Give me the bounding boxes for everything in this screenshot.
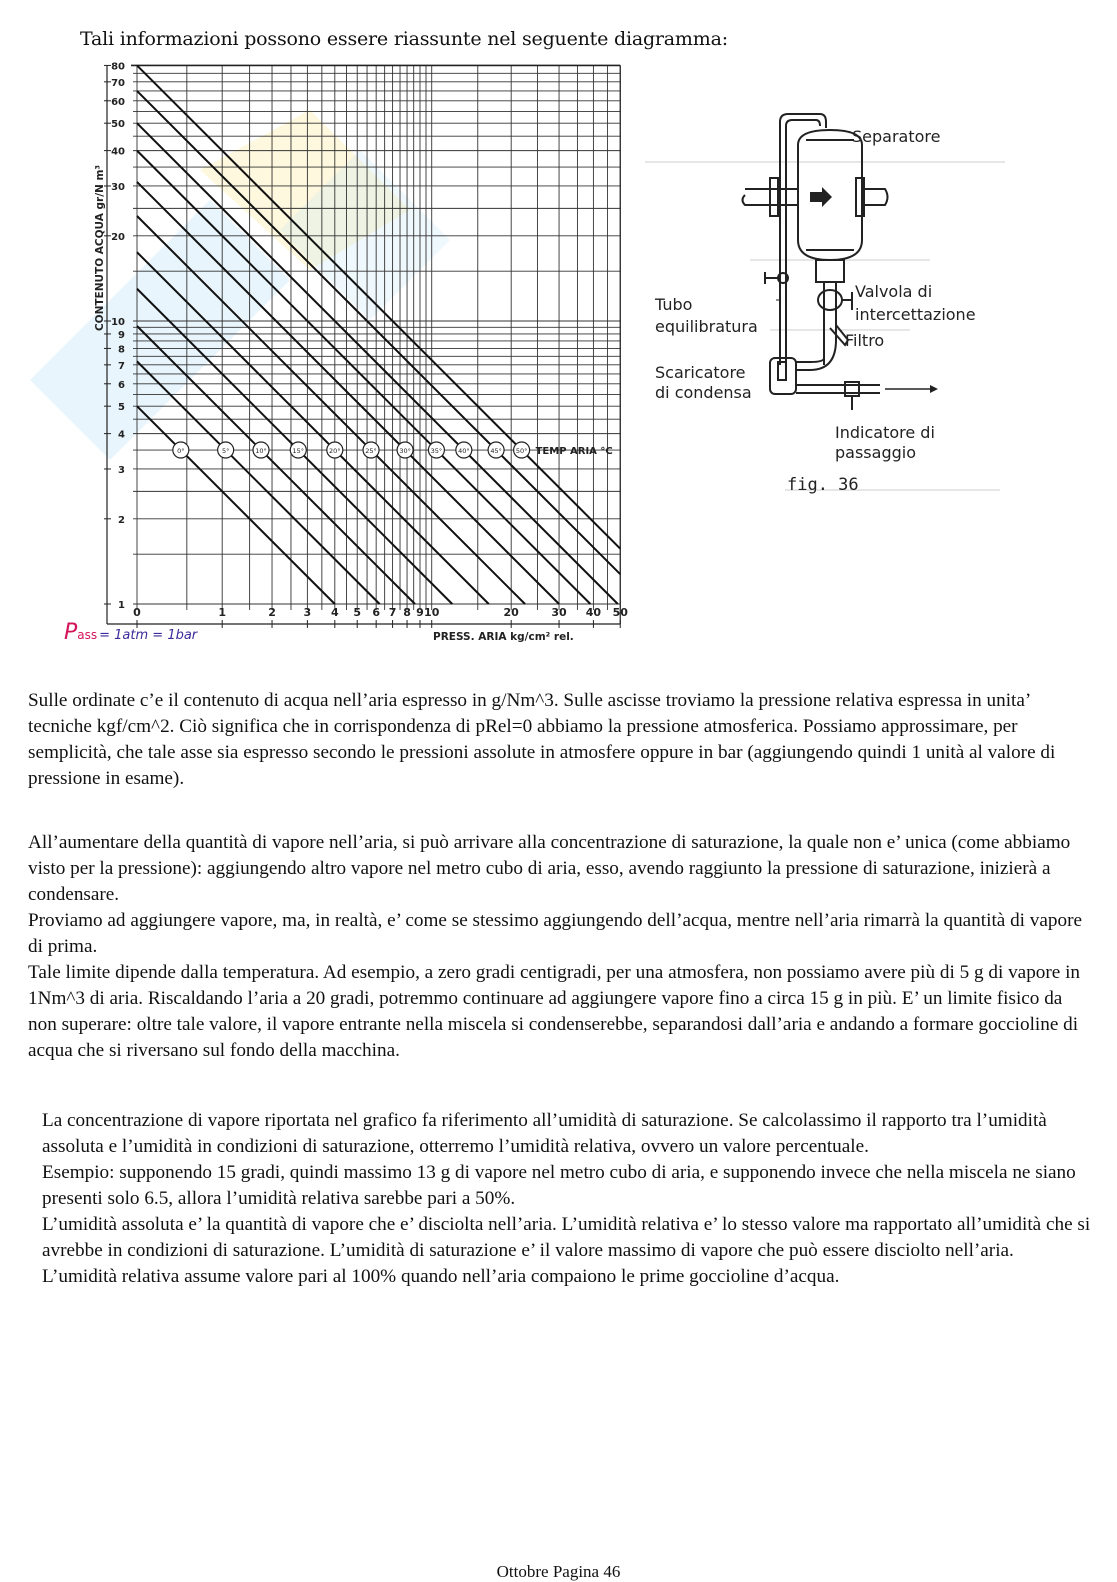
water-content-chart xyxy=(55,48,645,658)
figure-caption: fig. 36 xyxy=(787,475,859,495)
temp-marker-label: 45° xyxy=(490,447,502,456)
y-tick-label: 80 xyxy=(111,61,125,73)
x-tick-label: 4 xyxy=(330,606,339,619)
page-footer: Ottobre Pagina 46 xyxy=(496,1562,621,1581)
series-line-40c xyxy=(137,123,618,604)
x-tick-label: 30 xyxy=(551,606,567,619)
note-subscript: ass xyxy=(77,628,98,642)
label-tubo-2: equilibratura xyxy=(655,317,758,336)
note-equation: = 1atm = 1bar xyxy=(99,628,198,643)
separator-figure xyxy=(640,100,1010,500)
y-tick-label: 3 xyxy=(118,464,125,476)
series-line-5c xyxy=(137,361,380,604)
intro-text: Tali informazioni possono essere riassunte nel seguente diagramma: xyxy=(80,28,728,50)
paragraph-saturation xyxy=(28,830,1088,1064)
x-tick-label: 10 xyxy=(424,606,440,619)
paragraph-line: L’umidità assoluta e’ la quantità di vapore che e’ disciolta nell’aria. L’umidità relativa e’ lo stesso valore ma rapportato all’umidità che si avrebbe in condizioni di saturazione. L’umidità di saturazione e’ il valore massimo di vapore che può essere disciolto nell’aria. xyxy=(42,1214,1091,1261)
label-valvola-1: Valvola di xyxy=(855,282,933,301)
temp-marker-label: 5° xyxy=(221,447,230,456)
x-tick-label: 2 xyxy=(268,606,276,619)
series-line-10c xyxy=(137,326,415,604)
y-tick-label: 5 xyxy=(118,402,125,414)
paragraph-line: L’umidità relativa assume valore pari al 100% quando nell’aria compaiono le prime goccioline d’acqua. xyxy=(42,1266,840,1287)
label-scaricatore-1: Scaricatore xyxy=(655,363,746,382)
y-tick-label: 50 xyxy=(111,119,125,131)
x-tick-label: 8 xyxy=(403,606,411,619)
x-tick-label: 1 xyxy=(218,606,227,619)
separator-diagram xyxy=(640,100,1010,500)
x-tick-label: 0 xyxy=(133,606,141,619)
label-valvola-2: intercettazione xyxy=(855,305,976,324)
y-tick-label: 4 xyxy=(118,429,125,441)
y-tick-label: 9 xyxy=(118,329,125,341)
series-line-25c xyxy=(137,216,525,604)
note-symbol: P xyxy=(64,620,78,645)
x-tick-label: 6 xyxy=(372,606,380,619)
temp-marker-label: 50° xyxy=(515,447,528,456)
x-tick-label: 9 xyxy=(416,606,424,619)
y-tick-label: 70 xyxy=(111,77,125,89)
y-tick-label: 6 xyxy=(118,379,125,391)
x-tick-label: 3 xyxy=(303,606,312,619)
y-tick-label: 7 xyxy=(118,360,125,372)
y-tick-label: 1 xyxy=(118,600,125,611)
paragraph-humidity xyxy=(42,1108,1092,1290)
series-line-45c xyxy=(137,91,620,574)
series-line-50c xyxy=(137,65,620,548)
x-tick-label: 7 xyxy=(388,606,397,619)
paragraph-line: Sulle ordinate c’e il contenuto di acqua nell’aria espresso in g/Nm^3. Sulle ascisse troviamo la pressione relativa espressa in unita’ tecniche kgf/cm^2. Ciò significa che in corrispondenza di pRel=0 abbiamo la pressione atmosferica. Possiamo approssimare, per semplicità, che tale asse sia espresso secondo le pressioni assolute in atmosfere oppure in bar (aggiungendo quindi 1 unità al valore di pressione in esame). xyxy=(28,690,1056,789)
legend-title: TEMP ARIA °C xyxy=(535,446,613,458)
x-tick-label: 50 xyxy=(612,606,628,619)
chart-svg xyxy=(55,48,645,658)
y-tick-label: 2 xyxy=(118,514,125,526)
paragraph-line: Tale limite dipende dalla temperatura. Ad esempio, a zero gradi centigradi, per una atmosfera, non possiamo avere più di 5 g di vapore in 1Nm^3 di aria. Riscaldando l’aria a 20 gradi, potremmo continuare ad aggiungere vapore fino a circa 15 g in più. E’ un limite fisico da non superare: oltre tale valore, il vapore entrante nella miscela si condenserebbe, separandosi dall’aria e andando a formare goccioline di acqua che si riversano sul fondo della macchina. xyxy=(28,962,1081,1061)
series-line-35c xyxy=(137,151,590,604)
temp-marker-label: 30° xyxy=(399,447,411,456)
series-line-30c xyxy=(137,182,559,604)
x-tick-label: 20 xyxy=(503,606,519,619)
y-tick-label: 60 xyxy=(111,96,125,108)
paragraph-line: La concentrazione di vapore riportata nel grafico fa riferimento all’umidità di saturazione. Se calcolassimo il rapporto tra l’umidità assoluta e l’umidità in condizioni di saturazione, otterremo l’umidità relativa, ovvero un valore percentuale. xyxy=(42,1110,1047,1157)
x-axis-title: PRESS. ARIA kg/cm² rel. xyxy=(433,631,574,643)
temp-marker-label: 40° xyxy=(458,447,470,456)
x-tick-label: 40 xyxy=(585,606,602,619)
temp-marker-label: 25° xyxy=(365,447,377,456)
temp-marker-label: 20° xyxy=(329,447,341,456)
x-tick-label: 5 xyxy=(353,606,362,619)
temp-marker-label: 10° xyxy=(255,447,267,456)
label-indicatore-2: passaggio xyxy=(835,443,916,462)
y-tick-label: 8 xyxy=(118,344,125,356)
label-indicatore-1: Indicatore di xyxy=(835,423,935,442)
paragraph-axes-explanation xyxy=(28,688,1088,792)
series-line-20c xyxy=(137,252,489,604)
label-separatore: Separatore xyxy=(852,127,941,146)
paragraph-line: All’aumentare della quantità di vapore nell’aria, si può arrivare alla concentrazione di saturazione, la quale non e’ unica (come abbiamo visto per la pressione): aggiungendo altro vapore nel metro cubo di aria, esso, avendo raggiunto la pressione di saturazione, inizierà a condensare. xyxy=(28,832,1071,905)
series-line-0c xyxy=(137,406,335,604)
paragraph-line: Esempio: supponendo 15 gradi, quindi massimo 13 g di vapore nel metro cubo di aria, e supponendo invece che nella miscela ne siano presenti solo 6.5, allora l’umidità relativa sarebbe pari a 50%. xyxy=(42,1162,1076,1209)
y-tick-label: 30 xyxy=(111,181,125,193)
label-scaricatore-2: di condensa xyxy=(655,383,752,402)
y-tick-label: 40 xyxy=(111,146,125,158)
handwritten-note xyxy=(64,620,197,645)
y-tick-label: 20 xyxy=(111,231,125,243)
temp-marker-label: 35° xyxy=(430,447,443,456)
paragraph-line: Proviamo ad aggiungere vapore, ma, in realtà, e’ come se stessimo aggiungendo dell’acqua, mentre nell’aria rimarrà la quantità di vapore di prima. xyxy=(28,910,1083,957)
label-filtro: Filtro xyxy=(845,331,885,350)
y-axis-title: CONTENUTO ACQUA gr/N m³ xyxy=(94,164,106,332)
temp-marker-label: 0° xyxy=(177,447,185,456)
temp-marker-label: 15° xyxy=(292,447,305,456)
label-tubo-1: Tubo xyxy=(655,295,693,314)
y-tick-label: 10 xyxy=(111,317,125,328)
